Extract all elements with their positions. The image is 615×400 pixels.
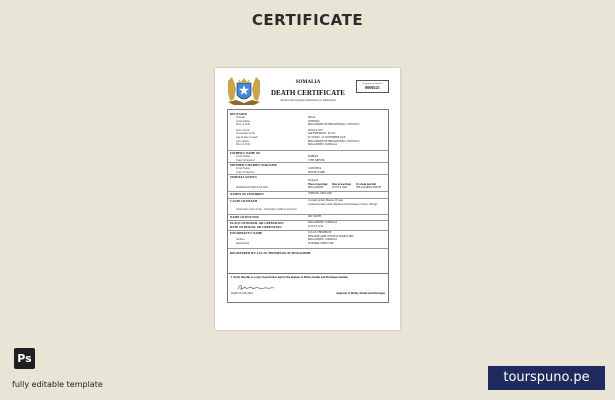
field-label: Given Names	[236, 155, 251, 158]
country-name: SOMALIA	[295, 79, 321, 85]
marriage-place: MOGADISHU	[308, 186, 324, 190]
marriage-label: MARRIAGE PARTICULARS	[236, 186, 268, 190]
cause-value-1: Coronary Artery Disease 10 years	[308, 199, 344, 202]
field-value: ROBERT	[308, 155, 319, 158]
deceased-section	[230, 112, 386, 147]
field-value: BENADIR ADM CENTRAL DIRECTORY	[308, 234, 354, 238]
field-value: FUNERAL DIRECTOR	[308, 241, 334, 245]
burial-place-heading: PLACE OF BURIAL OR CREMATION	[230, 221, 284, 225]
col-header: To whom married	[356, 182, 376, 186]
field-label: Age & Date of death	[236, 135, 258, 139]
field-value: MOGADISHU INTERNATIONAL, CONSTAC1	[308, 139, 360, 143]
field-label: Place of birth	[236, 123, 250, 127]
father-section	[230, 151, 386, 162]
field-label: Given Names	[236, 119, 251, 123]
burial-place-value: MOGADISHU, SOMALIA	[308, 221, 337, 224]
informant-section	[230, 231, 386, 245]
field-value: MOGADISHU, SOMALIA	[308, 238, 337, 242]
field-label: Usual Occupation	[236, 170, 255, 174]
field-value: BILAL	[308, 116, 316, 119]
field-value: HOUSE WORK	[308, 170, 326, 174]
field-value: OTHMAN	[308, 119, 320, 123]
marital-heading: MARITAL STATUS	[230, 175, 257, 179]
field-value: LUCAS THOMPSON	[308, 231, 332, 234]
registrar-label: Registrar of Births, Deaths and Marriages	[336, 292, 385, 295]
marriage-spouse: WILLIAMINA SMITH	[356, 186, 381, 190]
field-value: 61 YEARS . 22 NOVEMBER 2018	[308, 135, 346, 139]
mother-section	[230, 163, 386, 174]
col-header: Place of marriage	[308, 182, 328, 186]
field-value: MOGADISHU, SOMALIA	[308, 143, 337, 147]
marital-status: Widowed	[308, 179, 318, 182]
registered-by: REGISTERED BY: LUCAS THOMPSON AT MOGADISHU	[230, 251, 312, 255]
field-value: CONCHITA	[308, 167, 322, 170]
field-label: Surname	[236, 116, 246, 119]
certification-text: I certify that this is a copy of particulars kept in the Register of Births, Deaths and Marriages Somalia	[231, 276, 348, 279]
field-label: Place of birth	[236, 143, 250, 147]
father-heading: FATHER'S NAME OF	[230, 151, 261, 155]
field-label: Given Names	[236, 167, 251, 170]
field-label: Last address	[236, 139, 249, 143]
page-heading: CERTIFICATE	[251, 11, 364, 29]
children-section	[230, 192, 386, 196]
coat-of-arms-icon	[224, 73, 264, 106]
burial-date-heading: DATE OF BURIAL OR CREMATION	[230, 224, 282, 229]
cause-section	[230, 199, 386, 212]
informant-heading: INFORMANT'S NAME	[230, 231, 263, 235]
registration-box	[356, 80, 389, 93]
certificate-body	[227, 109, 389, 274]
brand-watermark: tourspuno.pe	[488, 366, 605, 390]
deceased-heading: DECEASED	[230, 112, 247, 116]
field-value: 09 JULY 1957	[308, 128, 324, 132]
col-header: Date of marriage	[332, 182, 351, 186]
field-value: SALESPERSON . 61 Y.O.	[308, 132, 336, 136]
doctor-heading: NAME OF DOCTOR	[230, 215, 259, 219]
field-value: VINE DRIVER	[308, 158, 325, 162]
signature-icon	[236, 283, 276, 292]
doctor-value: DR. SMITH	[308, 215, 321, 218]
children-value: JOHN DO, MAY DOE	[308, 192, 333, 195]
issue-date: DATE 23 JAN 2022	[231, 292, 253, 295]
children-heading: NAMES OF CHILDREN	[230, 192, 264, 196]
doctor-section	[230, 215, 386, 219]
divider	[228, 248, 388, 249]
field-label: Occupation in life	[236, 132, 255, 136]
certificate-title: DEATH CERTIFICATE	[271, 89, 345, 97]
burial-date-value: 30 JULY 2019	[308, 224, 324, 228]
field-label: Address	[236, 238, 245, 242]
field-value: MOGADISHU INTERNATIONAL, CONSTAC1	[308, 123, 360, 127]
registration-number: 0000221	[365, 85, 380, 90]
photoshop-icon: Ps	[14, 348, 35, 369]
certificate-subtitle: Xafiiska Diiwaangelinta Dhalashada iyo Dhimashada	[280, 99, 336, 102]
certificate-footer	[227, 273, 389, 303]
registration-label: Registration Number	[362, 82, 383, 85]
mother-heading: MOTHER'S MAIDEN SURNAME	[230, 163, 277, 167]
marriage-date: 05 JULY 1984	[332, 186, 348, 190]
field-label: Date of birth	[236, 128, 250, 132]
marital-section	[230, 175, 386, 190]
field-label: Relationship	[236, 241, 250, 245]
cause-value-2: Cerebrovascular Cardio-Pneumovascular Disease 3 years, 108 age	[308, 202, 377, 206]
field-label: Usual Occupation	[236, 158, 255, 162]
cause-heading: CAUSE OF DEATH	[230, 199, 257, 203]
cause-note: Antecedent causes if any - underlying condition stated last	[236, 208, 297, 212]
editable-label: fully editable template	[12, 380, 103, 389]
certificate-document	[215, 68, 400, 330]
registered-section	[230, 251, 386, 255]
burial-section	[230, 221, 386, 228]
